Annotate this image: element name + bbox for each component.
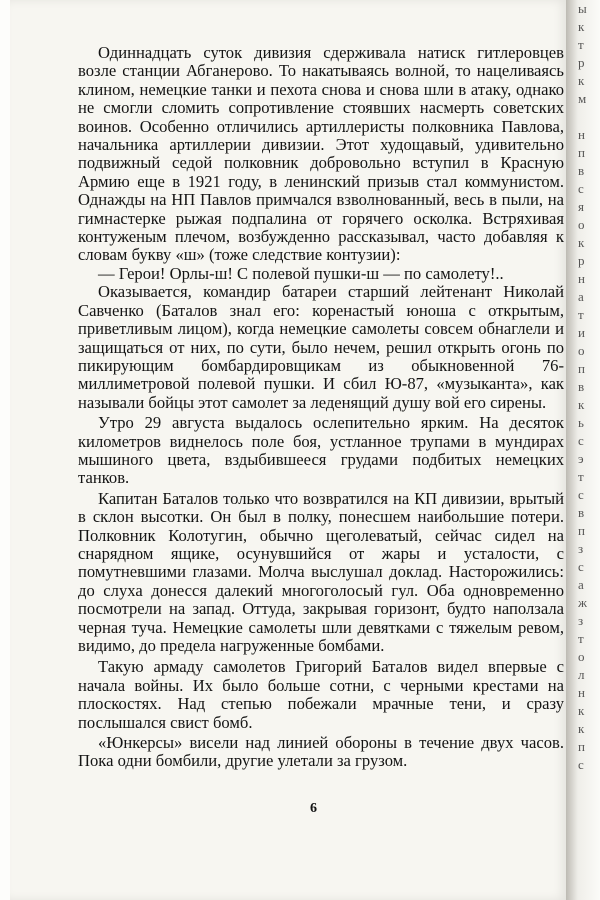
paragraph-6: Такую армаду самолетов Григорий Баталов видел впервые с начала войны. Их было больше сотни, с черными крестами на плоскостях. Над степью побежали мрачные тени, и сразу послышался свист бомб.	[78, 657, 564, 732]
paragraph-3: Оказывается, командир батареи старший лейтенант Николай Савченко (Баталов знал его: коренастый юноша с открытым, приветливым лицом), когда немецкие самолеты совсем обнаглели и защищаться от них, по сути, было нечем, решил открыть огонь по пикирующим бомбардировщикам из обыкновенной 76-миллиметровой полевой пушки. И сбил Ю-87, «музыканта», как называли бойцы этот самолет за леденящий душу вой его сирены.	[78, 282, 564, 412]
paragraph-1: Одиннадцать суток дивизия сдерживала натиск гитлеровцев возле станции Абганерово. То накатываясь волной, то нацеливаясь клином, немецкие танки и пехота снова и снова шли в атаку, однако не смогли сломить сопротивление стоявших насмерть советских воинов. Особенно отличились артиллеристы полковника Павлова, начальника артиллерии дивизии. Этот худощавый, удивительно подвижный седой полковник добровольно вступил в Красную Армию еще в 1921 году, в ленинский призыв стал коммунистом. Однажды на НП Павлов примчался взволнованный, весь в пыли, на гимнастерке рыжая подпалина от горячего осколка. Встряхивая контуженым плечом, возбужденно рассказывал, часто добавляя к словам букву «ш» (тоже следствие контузии):	[78, 43, 564, 265]
paragraph-4: Утро 29 августа выдалось ослепительно ярким. На десяток километров виднелось поле боя, устланное трупами в мундирах мышиного цвета, вздыбившееся грудами подбитых немецких танков.	[78, 413, 564, 488]
paragraph-7: «Юнкерсы» висели над линией обороны в течение двух часов. Пока одни бомбили, другие улетали за грузом.	[78, 733, 564, 771]
page-number: 6	[310, 801, 317, 816]
body-text	[78, 44, 564, 771]
next-page-edge: ы к т р к м н п в с я о к р н а т и о п в к ь с э т с в п з с а ж з т о л н к к п с	[578, 1, 587, 772]
paragraph-2: — Герои! Орлы-ш! С полевой пушки-ш — по самолету!..	[98, 263, 504, 283]
paragraph-5: Капитан Баталов только что возвратился на КП дивизии, врытый в склон высотки. Он был в полку, понесшем наибольшие потери. Полковник Колотугин, обычно щеголеватый, сейчас сидел на снарядном ящике, осунувшийся от жары и усталости, с помутневшими глазами. Молча выслушал доклад. Насторожились: до слуха донесся далекий многоголосый гул. Оба одновременно посмотрели на запад. Оттуда, закрывая горизонт, будто наползала черная туча. Немецкие самолеты шли девятками с тяжелым ревом, видимо, до предела нагруженные бомбами.	[78, 488, 564, 655]
